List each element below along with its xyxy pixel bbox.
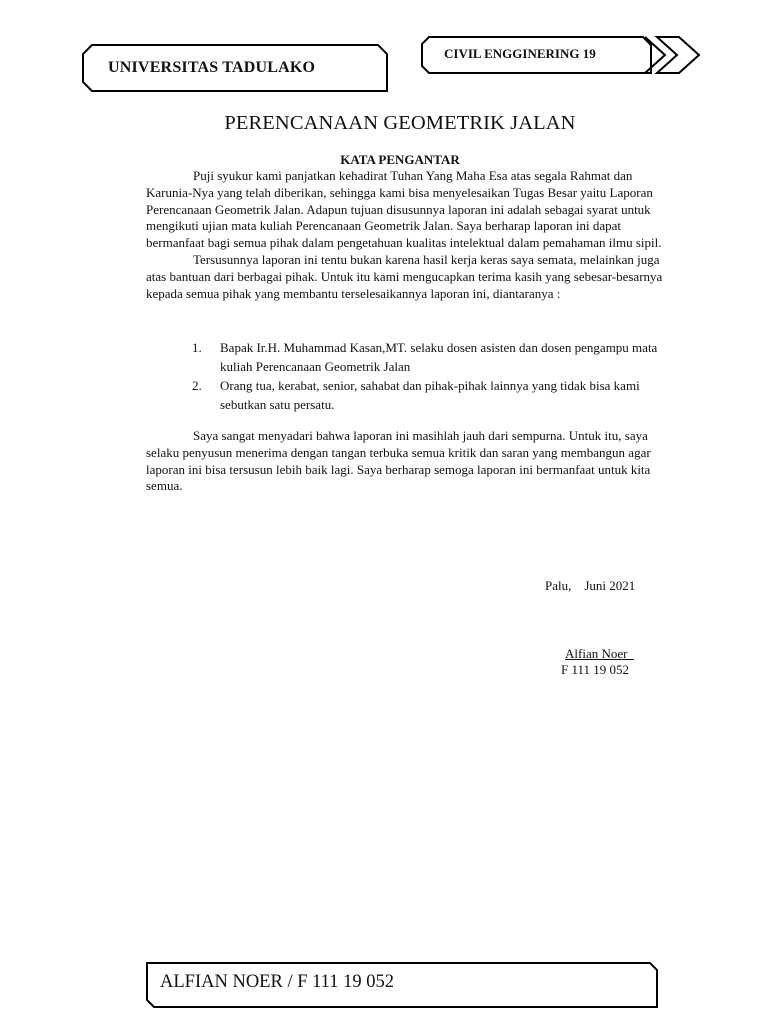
list-item [146,338,666,376]
list-item [146,376,666,414]
place-date: Palu, Juni 2021 [545,578,636,593]
foreword-body [146,168,666,302]
signer-name: Alfian Noer [565,646,634,661]
closing-body [146,428,666,495]
university-name: UNIVERSITAS TADULAKO [108,59,316,76]
footer-author: ALFIAN NOER / F 111 19 052 [160,972,394,992]
paragraph-2: Tersusunnya laporan ini tentu bukan karena hasil kerja keras saya semata, melainkan juga atas bantuan dari berbagai pihak. Untuk itu kami mengucapkan terima kasih yang sebesar-besarnya kepada semua pihak yang membantu terselesaikannya laporan ini, diantaranya : [146,251,663,301]
acknowledgement-list [146,338,666,414]
paragraph-3: Saya sangat menyadari bahwa laporan ini masihlah jauh dari sempurna. Untuk itu, saya selaku penyusun menerima dengan tangan terbuka semua kritik dan saran yang membangun agar laporan ini bisa tersusun lebih baik lagi. Saya berharap semoga laporan ini bermanfaat untuk kita semua. [146,428,651,494]
footer-label-box [146,962,658,1008]
program-name: CIVIL ENGGINERING 19 [444,46,596,61]
list-text: Bapak Ir.H. Muhammad Kasan,MT. selaku dosen asisten dan dosen pengampu mata kuliah Perencanaan Geometrik Jalan [220,340,658,374]
list-number: 1. [192,340,202,355]
signer-id: F 111 19 052 [561,662,630,677]
program-label-box [421,36,701,74]
university-label-box [82,44,388,92]
document-title: PERENCANAAN GEOMETRIK JALAN [224,112,576,134]
list-text: Orang tua, kerabat, senior, sahabat dan pihak-pihak lainnya yang tidak bisa kami sebutkan satu persatu. [220,378,640,412]
paragraph-1: Puji syukur kami panjatkan kehadirat Tuhan Yang Maha Esa atas segala Rahmat dan Karunia-Nya yang telah diberikan, sehingga kami bisa menyelesaikan Tugas Besar yaitu Laporan Perencanaan Geometrik Jalan. Adapun tujuan disusunnya laporan ini adalah sebagai syarat untuk mengikuti ujian mata kuliah Perencanaan Geometrik Jalan. Saya berharap laporan ini dapat bermanfaat bagi semua pihak dalam pengetahuan kualitas intelektual dalam pemahaman ilmu sipil. [146,168,662,251]
section-heading: KATA PENGANTAR [340,152,460,167]
list-number: 2. [192,378,202,393]
